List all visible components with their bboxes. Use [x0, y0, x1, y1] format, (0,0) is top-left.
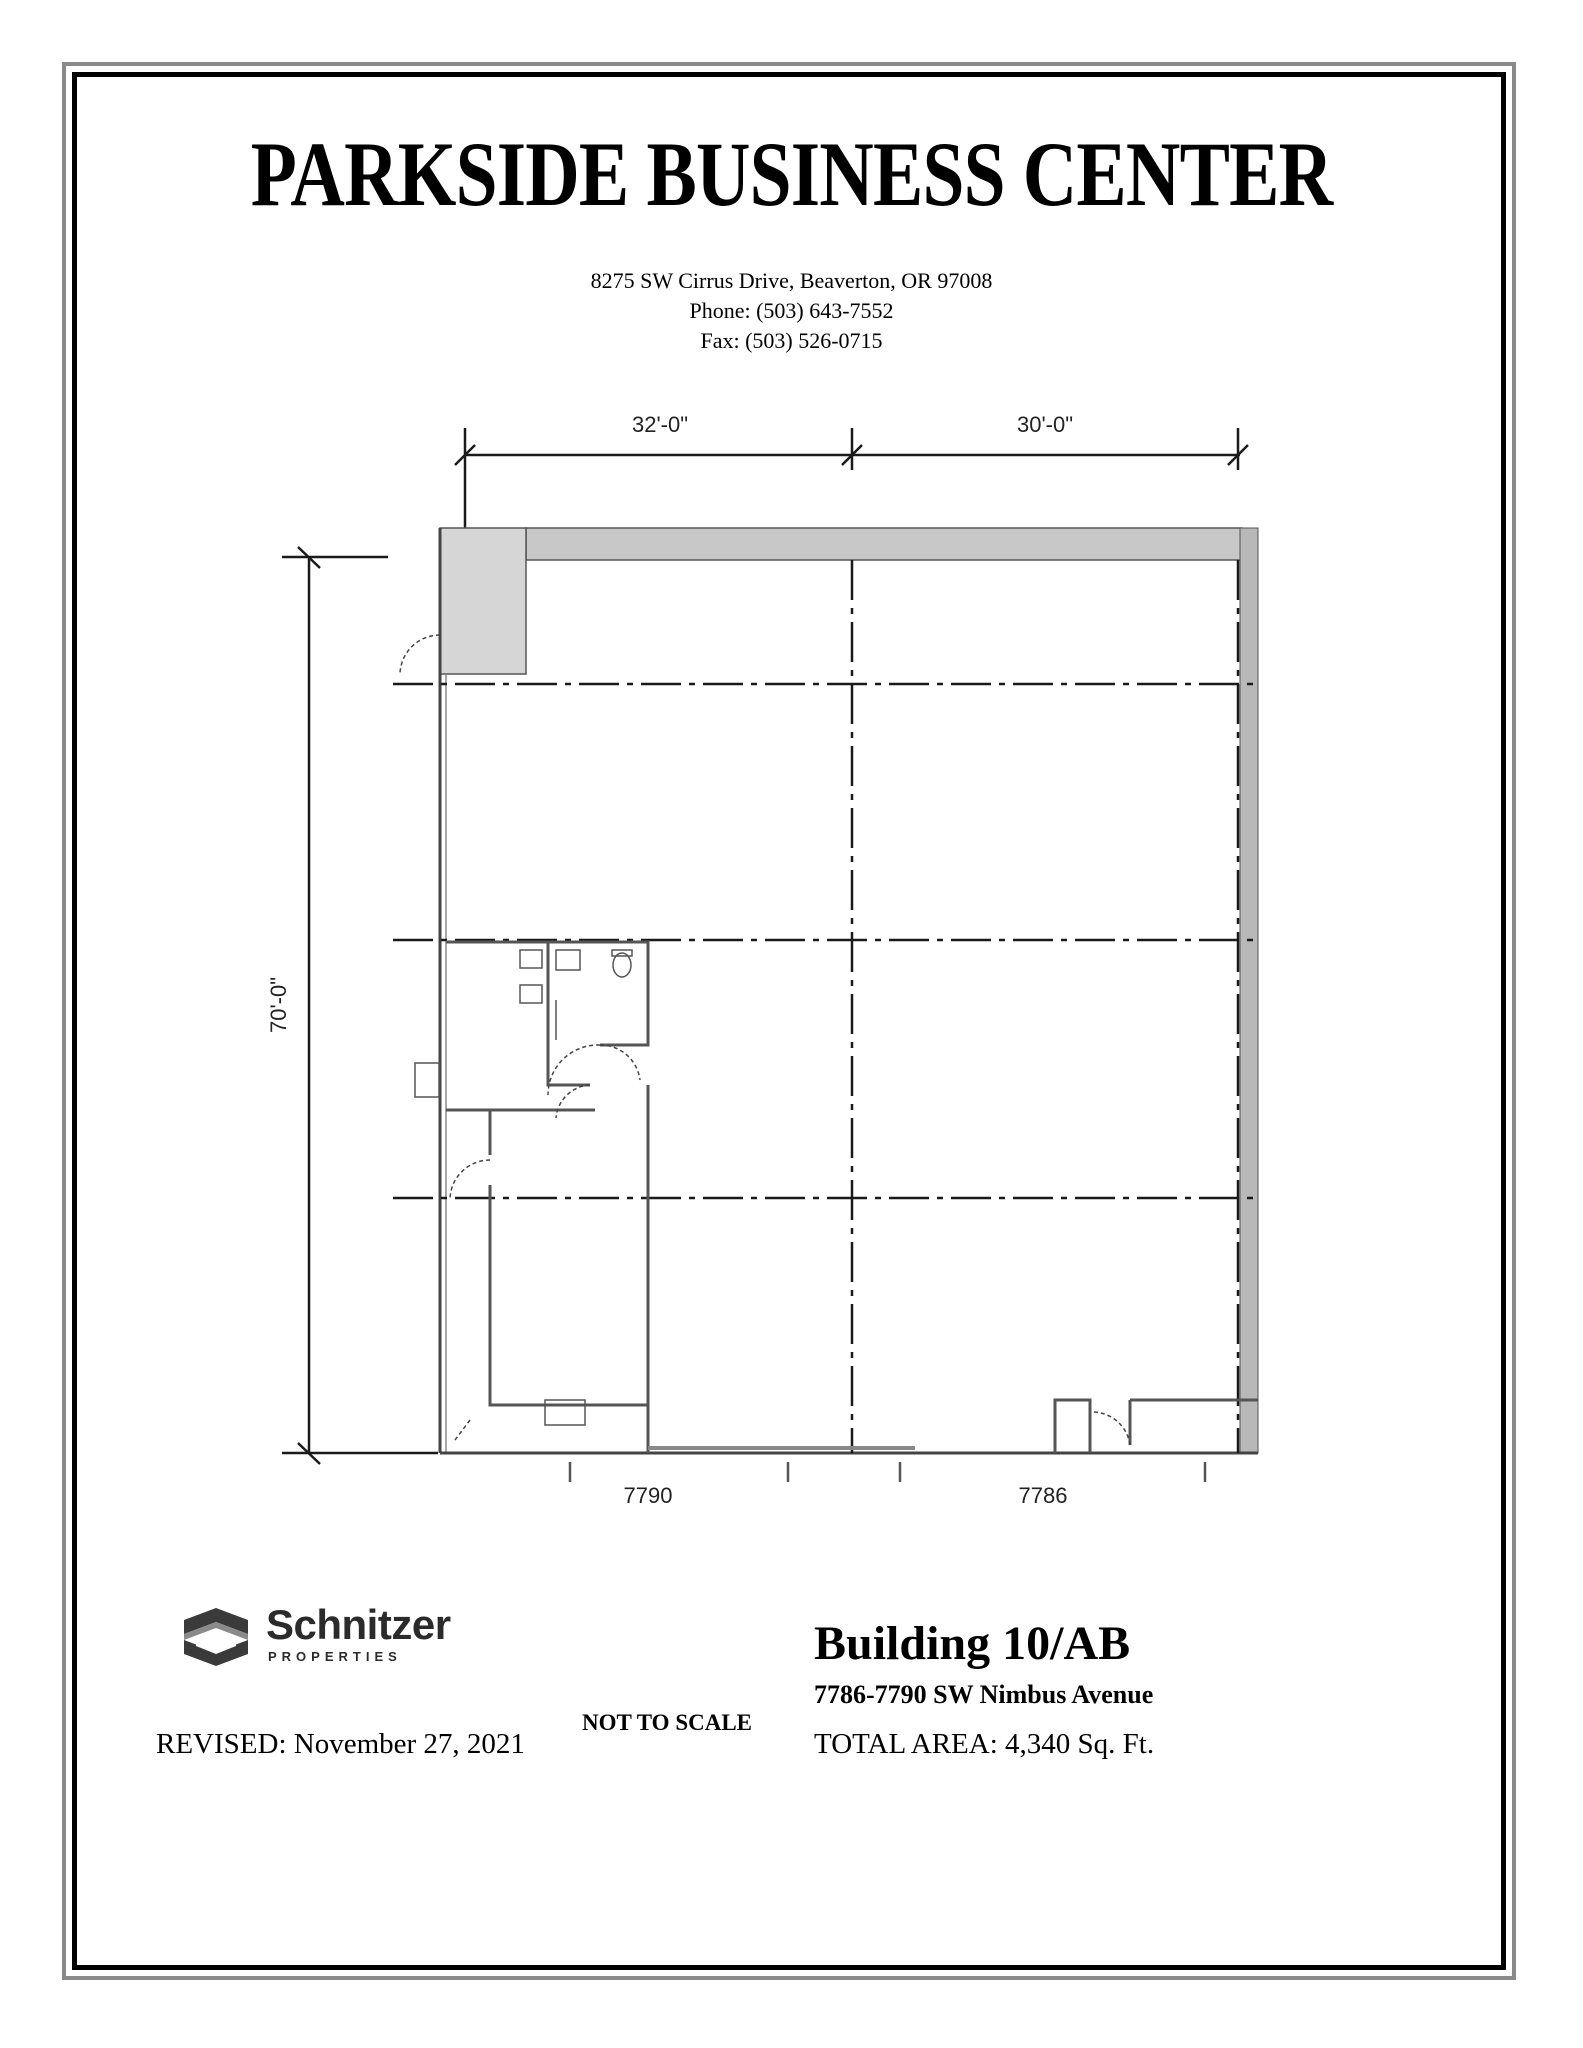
contact-fax: Fax: (503) 526-0715	[700, 328, 883, 353]
storefront-mullions	[570, 1462, 1205, 1482]
revised-date: REVISED: November 27, 2021	[156, 1728, 525, 1760]
logo-subtitle: PROPERTIES	[268, 1649, 402, 1664]
page-title: PARKSIDE BUSINESS CENTER	[250, 123, 1333, 225]
column-grid	[393, 560, 1258, 1453]
dimension-top	[455, 428, 1248, 540]
suite-label-right: 7786	[1018, 1483, 1068, 1508]
exterior-walls	[440, 528, 1258, 1453]
door-swings	[400, 635, 1130, 1445]
dim-label-right: 30'-0"	[1016, 412, 1074, 437]
dim-label-left: 32'-0"	[631, 412, 689, 437]
company-logo	[180, 1601, 480, 1668]
total-area: TOTAL AREA: 4,340 Sq. Ft.	[814, 1728, 1155, 1760]
contact-address: 8275 SW Cirrus Drive, Beaverton, OR 97008	[590, 268, 993, 293]
building-name: Building 10/AB	[814, 1617, 1131, 1670]
contact-phone: Phone: (503) 643-7552	[689, 298, 894, 323]
not-to-scale-note: NOT TO SCALE	[582, 1710, 753, 1735]
building-address: 7786-7790 SW Nimbus Avenue	[814, 1680, 1154, 1709]
restroom-fixtures	[415, 950, 632, 1425]
dim-label-depth: 70'-0"	[266, 976, 291, 1034]
logo-wordmark: Schnitzer	[266, 1601, 451, 1648]
suite-label-left: 7790	[623, 1483, 673, 1508]
logo-mark-icon	[180, 1606, 252, 1668]
